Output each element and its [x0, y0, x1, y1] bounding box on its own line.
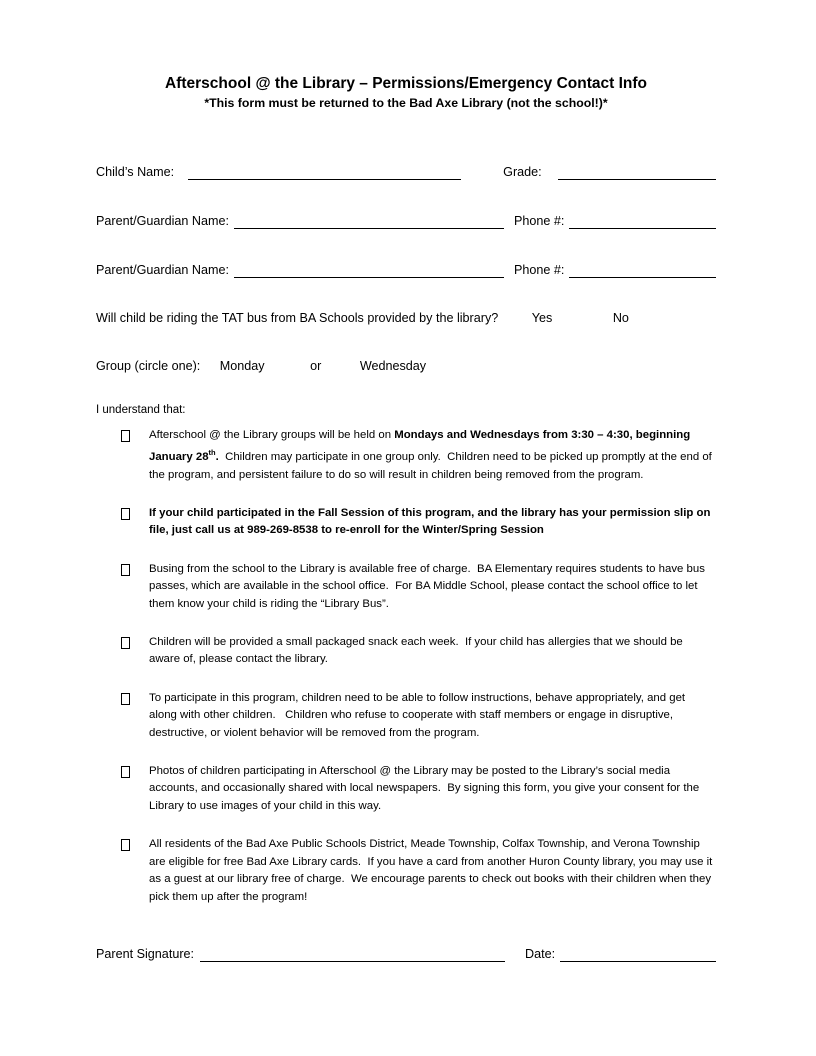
bullet-text-superscript: th [208, 448, 216, 458]
checkbox-bullet-icon [121, 564, 130, 576]
parent2-name-label: Parent/Guardian Name: [96, 263, 230, 277]
child-name-row [96, 164, 716, 180]
intro-text: I understand that: [96, 404, 186, 416]
child-name-label: Child’s Name: [96, 165, 175, 179]
phone1-label: Phone #: [514, 214, 565, 228]
bullet-text-segment: Children may participate in one group only. Children need to be picked up promptly at the end of the program, and persistent failure to do so will result in children being removed from the program. [149, 451, 716, 481]
checkbox-bullet-icon [121, 839, 130, 851]
date-label: Date: [525, 946, 556, 961]
bullet-text [149, 561, 716, 613]
checkbox-bullet-icon [121, 693, 130, 705]
checkbox-bullet-icon [121, 766, 130, 778]
bus-option-yes[interactable]: Yes [531, 311, 553, 325]
checkbox-bullet-icon [121, 430, 130, 442]
parent1-name-field[interactable] [234, 214, 504, 229]
list-item [96, 836, 716, 906]
bullet-text-segment-bold: If your child participated in the Fall Session of this program, and the library has your permission slip on file, just call us at 989-269-8538 to re-enroll for the Winter/Spring Session [149, 507, 714, 537]
checkbox-bullet-icon [121, 637, 130, 649]
group-row [96, 359, 716, 373]
phone1-field[interactable] [569, 214, 716, 229]
grade-field[interactable] [558, 165, 716, 180]
signature-row [96, 946, 716, 962]
bullet-text-segment: Children will be provided a small packaged snack each week. If your child has allergies that we should be aware of, please contact the library. [149, 636, 686, 666]
bullet-text [149, 763, 716, 815]
parent2-name-field[interactable] [234, 263, 504, 278]
parent-signature-label: Parent Signature: [96, 946, 195, 961]
bullet-text [149, 634, 716, 669]
list-item [96, 763, 716, 815]
parent1-row [96, 213, 716, 229]
bullet-text [149, 690, 716, 742]
grade-label: Grade: [503, 165, 542, 179]
checkbox-bullet-icon [121, 508, 130, 520]
list-item [96, 505, 716, 540]
terms-list [96, 427, 716, 906]
list-item [96, 427, 716, 484]
child-name-field[interactable] [188, 165, 461, 180]
bullet-text-segment: Afterschool @ the Library groups will be held on [149, 429, 395, 441]
bus-question-row [96, 311, 716, 325]
bullet-text [149, 505, 716, 540]
bullet-text-segment: Busing from the school to the Library is available free of charge. BA Elementary requires students to have bus passes, which are available in the school office. For BA Middle School, please contact the school office to let them know your child is riding the “Library Bus”. [149, 562, 709, 610]
form-title: Afterschool @ the Library – Permissions/Emergency Contact Info [165, 75, 647, 92]
bullet-text-segment-bold: Mondays and Wednesdays from 3:30 – 4:30, beginning January 28 [149, 429, 694, 464]
bullet-text-segment: All residents of the Bad Axe Public Schools District, Meade Township, Colfax Township, and Verona Township are eligible for free Bad Axe Library cards. If you have a card from another Huron County library, you may use it as a guest at our library free of charge. We encourage parents to check out books with their children when they pick them up after the program! [149, 838, 716, 903]
phone2-field[interactable] [569, 263, 716, 278]
list-item [96, 634, 716, 669]
parent2-row [96, 262, 716, 278]
list-item [96, 561, 716, 613]
parent1-name-label: Parent/Guardian Name: [96, 214, 230, 228]
bullet-text-segment: To participate in this program, children need to be able to follow instructions, behave appropriately, and get along with other children. Children who refuse to cooperate with staff members or engage in disruptive, destructive, or violent behavior will be removed from the program. [149, 691, 689, 739]
bus-option-no[interactable]: No [612, 311, 629, 325]
bullet-text-segment: Photos of children participating in Afterschool @ the Library may be posted to the Library’s social media accounts, and occasionally shared with local newspapers. By signing this form, you give your consent for the Library to use images of your child in this way. [149, 765, 703, 812]
group-option-monday[interactable]: Monday [219, 359, 265, 373]
date-field[interactable] [560, 947, 716, 962]
phone2-label: Phone #: [514, 263, 565, 277]
form-subtitle: *This form must be returned to the Bad Axe Library (not the school!)* [204, 96, 608, 110]
group-label: Group (circle one): [96, 359, 201, 373]
bullet-text [149, 427, 716, 484]
parent-signature-field[interactable] [200, 947, 505, 962]
group-separator: or [310, 359, 322, 373]
bullet-text-segment-bold: . [215, 451, 219, 464]
bullet-text [149, 836, 716, 906]
bus-question-text: Will child be riding the TAT bus from BA Schools provided by the library? [96, 311, 499, 325]
group-option-wednesday[interactable]: Wednesday [359, 359, 427, 373]
list-item [96, 690, 716, 742]
